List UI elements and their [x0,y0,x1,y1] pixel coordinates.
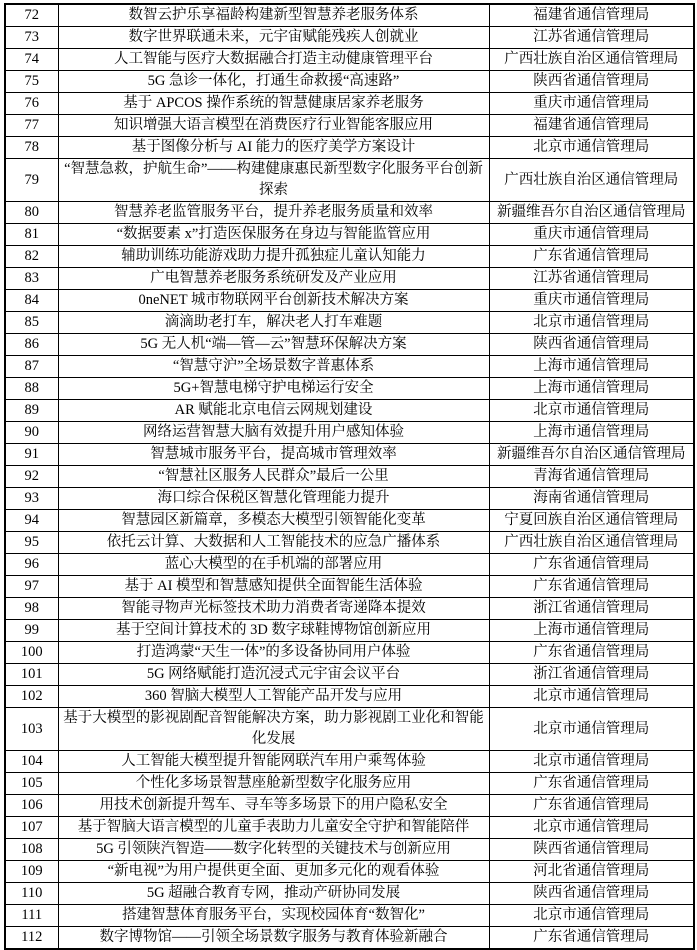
org-name: 广西壮族自治区通信管理局 [489,532,694,554]
org-name: 重庆市通信管理局 [489,290,694,312]
project-name: “智慧社区服务人民群众”最后一公里 [58,466,489,488]
table-row [5,664,694,686]
org-name: 北京市通信管理局 [489,817,694,839]
project-name: 基于 APCOS 操作系统的智慧健康居家养老服务 [58,93,489,115]
table-row [5,532,694,554]
table-row [5,27,694,49]
org-name: 浙江省通信管理局 [489,598,694,620]
project-name: 基于 AI 模型和智慧感知提供全面智能生活体验 [58,576,489,598]
table-row [5,795,694,817]
org-name: 上海市通信管理局 [489,422,694,444]
org-name: 广东省通信管理局 [489,773,694,795]
project-name: 基于智脑大语言模型的儿童手表助力儿童安全守护和智能陪伴 [58,817,489,839]
row-number: 101 [5,664,58,686]
table-row [5,356,694,378]
table-row [5,334,694,356]
project-name: 广电智慧养老服务系统研发及产业应用 [58,268,489,290]
table-row [5,466,694,488]
project-name: 0neNET 城市物联网平台创新技术解决方案 [58,290,489,312]
table-row [5,115,694,137]
table-row [5,378,694,400]
row-number: 97 [5,576,58,598]
org-name: 上海市通信管理局 [489,378,694,400]
row-number: 106 [5,795,58,817]
project-name: 人工智能与医疗大数据融合打造主动健康管理平台 [58,49,489,71]
row-number: 96 [5,554,58,576]
row-number: 94 [5,510,58,532]
org-name: 陕西省通信管理局 [489,883,694,905]
org-name: 福建省通信管理局 [489,115,694,137]
row-number: 87 [5,356,58,378]
org-name: 浙江省通信管理局 [489,664,694,686]
table-row [5,224,694,246]
org-name: 河北省通信管理局 [489,861,694,883]
org-name: 青海省通信管理局 [489,466,694,488]
org-name: 陕西省通信管理局 [489,71,694,93]
row-number: 86 [5,334,58,356]
org-name: 江苏省通信管理局 [489,268,694,290]
table-row [5,4,694,27]
org-name: 北京市通信管理局 [489,905,694,927]
org-name: 广东省通信管理局 [489,642,694,664]
project-name: 个性化多场景智慧座舱新型数字化服务应用 [58,773,489,795]
project-name: 用技术创新提升驾车、寻车等多场景下的用户隐私安全 [58,795,489,817]
org-name: 北京市通信管理局 [489,400,694,422]
project-name: 数字博物馆——引领全场景数字服务与教育体验新融合 [58,927,489,950]
org-name: 广西壮族自治区通信管理局 [489,159,694,202]
project-name: 打造鸿蒙“天生一体”的多设备协同用户体验 [58,642,489,664]
project-name: 依托云计算、大数据和人工智能技术的应急广播体系 [58,532,489,554]
project-name: 智慧城市服务平台，提高城市管理效率 [58,444,489,466]
table-row [5,554,694,576]
org-name: 重庆市通信管理局 [489,224,694,246]
table-row [5,444,694,466]
org-name: 新疆维吾尔自治区通信管理局 [489,444,694,466]
row-number: 107 [5,817,58,839]
table-row [5,686,694,708]
org-name: 北京市通信管理局 [489,751,694,773]
table-row [5,839,694,861]
org-name: 重庆市通信管理局 [489,93,694,115]
row-number: 75 [5,71,58,93]
table-row [5,883,694,905]
project-name: “智慧急救，护航生命”——构建健康惠民新型数字化服务平台创新探索 [58,159,489,202]
row-number: 109 [5,861,58,883]
row-number: 85 [5,312,58,334]
project-name: 智能寻物声光标签技术助力消费者寄递降本提效 [58,598,489,620]
org-name: 北京市通信管理局 [489,708,694,751]
org-name: 广东省通信管理局 [489,927,694,950]
org-name: 广东省通信管理局 [489,576,694,598]
row-number: 76 [5,93,58,115]
row-number: 104 [5,751,58,773]
org-name: 广东省通信管理局 [489,554,694,576]
table-row [5,598,694,620]
project-name: 5G+智慧电梯守护电梯运行安全 [58,378,489,400]
table-row [5,510,694,532]
row-number: 105 [5,773,58,795]
table-row [5,488,694,510]
row-number: 90 [5,422,58,444]
row-number: 74 [5,49,58,71]
table-row [5,159,694,202]
project-name: 数智云护乐享福龄构建新型智慧养老服务体系 [58,4,489,27]
row-number: 80 [5,202,58,224]
project-name: 滴滴助老打车，解决老人打车难题 [58,312,489,334]
table-row [5,817,694,839]
project-name: 搭建智慧体育服务平台，实现校园体育“数智化” [58,905,489,927]
org-name: 北京市通信管理局 [489,137,694,159]
table-row [5,93,694,115]
table-row [5,246,694,268]
table-row [5,708,694,751]
row-number: 108 [5,839,58,861]
org-name: 宁夏回族自治区通信管理局 [489,510,694,532]
row-number: 110 [5,883,58,905]
row-number: 77 [5,115,58,137]
row-number: 98 [5,598,58,620]
row-number: 103 [5,708,58,751]
table-row [5,576,694,598]
org-name: 北京市通信管理局 [489,686,694,708]
row-number: 81 [5,224,58,246]
org-name: 上海市通信管理局 [489,356,694,378]
org-name: 广东省通信管理局 [489,795,694,817]
project-name: 5G 超融合教育专网，推动产研协同发展 [58,883,489,905]
project-name: 人工智能大模型提升智能网联汽车用户乘驾体验 [58,751,489,773]
project-name: 5G 网络赋能打造沉浸式元宇宙会议平台 [58,664,489,686]
table-row [5,290,694,312]
org-name: 福建省通信管理局 [489,4,694,27]
table-row [5,642,694,664]
table-row [5,422,694,444]
table-row [5,620,694,642]
table-row [5,202,694,224]
project-name: 基于空间计算技术的 3D 数字球鞋博物馆创新应用 [58,620,489,642]
project-name: 智慧养老监管服务平台，提升养老服务质量和效率 [58,202,489,224]
org-name: 新疆维吾尔自治区通信管理局 [489,202,694,224]
table-row [5,49,694,71]
project-name: 5G 引领陕汽智造——数字化转型的关键技术与创新应用 [58,839,489,861]
table-row [5,927,694,950]
org-name: 广东省通信管理局 [489,246,694,268]
project-name: 5G 急诊一体化，打通生命救援“高速路” [58,71,489,93]
table-row [5,905,694,927]
project-name: 蓝心大模型的在手机端的部署应用 [58,554,489,576]
row-number: 112 [5,927,58,950]
table-row [5,400,694,422]
row-number: 92 [5,466,58,488]
row-number: 73 [5,27,58,49]
row-number: 72 [5,4,58,27]
project-name: 基于大模型的影视剧配音智能解决方案，助力影视剧工业化和智能化发展 [58,708,489,751]
org-name: 广西壮族自治区通信管理局 [489,49,694,71]
row-number: 84 [5,290,58,312]
row-number: 99 [5,620,58,642]
row-number: 89 [5,400,58,422]
row-number: 91 [5,444,58,466]
project-name: “智慧守沪”全场景数字普惠体系 [58,356,489,378]
row-number: 95 [5,532,58,554]
row-number: 83 [5,268,58,290]
table-row [5,71,694,93]
project-name: “数据要素 x”打造医保服务在身边与智能监管应用 [58,224,489,246]
org-name: 陕西省通信管理局 [489,839,694,861]
row-number: 78 [5,137,58,159]
project-name: 网络运营智慧大脑有效提升用户感知体验 [58,422,489,444]
row-number: 93 [5,488,58,510]
row-number: 82 [5,246,58,268]
table-row [5,861,694,883]
table-row [5,268,694,290]
project-name: 海口综合保税区智慧化管理能力提升 [58,488,489,510]
table-row [5,312,694,334]
row-number: 111 [5,905,58,927]
project-name: 辅助训练功能游戏助力提升孤独症儿童认知能力 [58,246,489,268]
org-name: 江苏省通信管理局 [489,27,694,49]
project-name: “新电视”为用户提供更全面、更加多元化的观看体验 [58,861,489,883]
org-name: 北京市通信管理局 [489,312,694,334]
table-row [5,773,694,795]
row-number: 79 [5,159,58,202]
org-name: 陕西省通信管理局 [489,334,694,356]
row-number: 102 [5,686,58,708]
org-name: 上海市通信管理局 [489,620,694,642]
row-number: 100 [5,642,58,664]
project-name: 5G 无人机“端—管—云”智慧环保解决方案 [58,334,489,356]
project-name: 知识增强大语言模型在消费医疗行业智能客服应用 [58,115,489,137]
table-body [5,4,694,949]
project-list-table [4,3,695,950]
project-name: 数字世界联通未来，元宇宙赋能残疾人创就业 [58,27,489,49]
table-row [5,751,694,773]
project-name: 基于图像分析与 AI 能力的医疗美学方案设计 [58,137,489,159]
project-name: 360 智脑大模型人工智能产品开发与应用 [58,686,489,708]
row-number: 88 [5,378,58,400]
project-name: AR 赋能北京电信云网规划建设 [58,400,489,422]
org-name: 海南省通信管理局 [489,488,694,510]
project-name: 智慧园区新篇章，多模态大模型引领智能化变革 [58,510,489,532]
table-row [5,137,694,159]
